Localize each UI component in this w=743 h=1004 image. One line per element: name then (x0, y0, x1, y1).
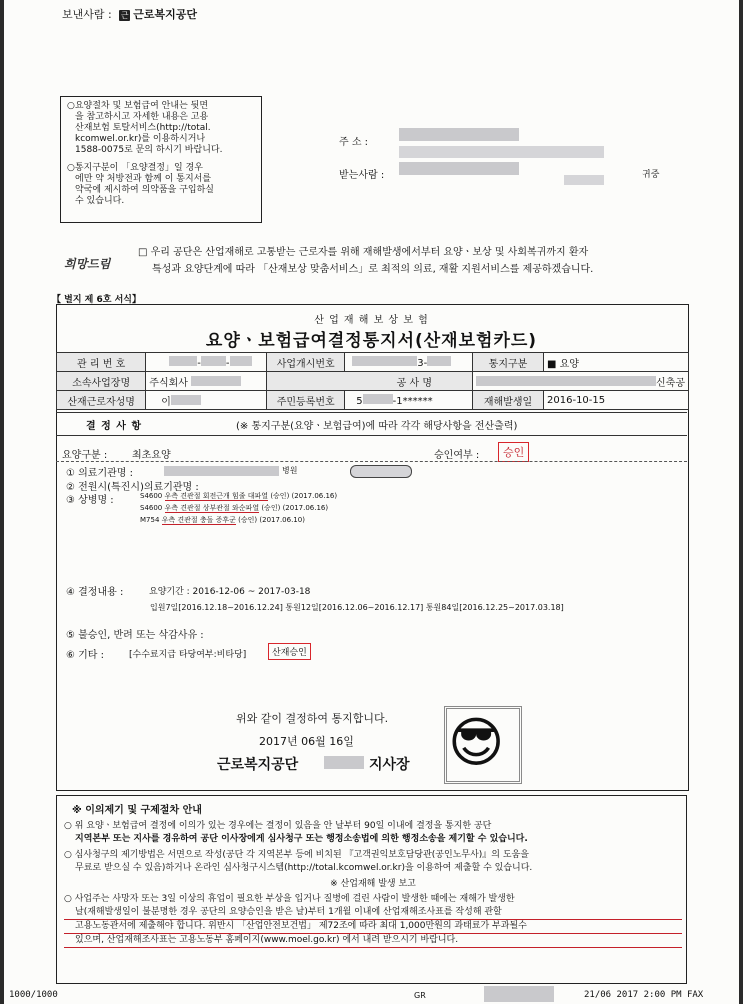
worker-cell: 이 (146, 391, 267, 410)
item-5-label: ⑤ 불승인, 반려 또는 삭감사유 : (66, 630, 204, 641)
banner-text (138, 244, 698, 278)
address-label: 주 소 : (339, 137, 369, 148)
brand-logo: 희망드림 (64, 257, 111, 271)
form-title: 요양ㆍ보험급여결정통지서(산재보험카드) (205, 331, 538, 351)
notice-line: 에만 약 처방전과 함께 이 통지서를 (75, 174, 212, 184)
care-type-label: 요양구분 : (62, 450, 108, 461)
sender-line (62, 6, 197, 22)
diagnosis-row: S4600 우측 견관절 상부관절 와순파열 (승인) (2017.06.16) (140, 504, 329, 512)
item-6-label: ⑥ 기타 : (66, 650, 105, 661)
honorific: 귀중 (642, 170, 660, 180)
item-1-label: ① 의료기관명 : (66, 468, 133, 479)
approval-value: 승인 (498, 442, 529, 462)
address-redacted-2 (399, 146, 604, 158)
notice-type-label: 통지구분 (472, 353, 543, 372)
recipient-label: 받는사람 : (339, 170, 385, 181)
footer-left: 1000/1000 (9, 990, 58, 1000)
decision-header (56, 412, 687, 436)
notice-para-2 (67, 163, 255, 207)
hospital-redacted-2 (350, 465, 412, 478)
site-cell: 신축공 (472, 372, 688, 391)
form-subtitle: 산 업 재 해 보 상 보 험 (314, 315, 429, 326)
notice-line: 산재보험 토탈서비스(http://total. (75, 123, 211, 133)
form-number: 【 별지 제 6호 서식】 (52, 295, 141, 305)
date-label: 재해발생일 (472, 391, 543, 410)
footer-mid: GR (414, 991, 426, 1000)
appeal-body: ○ 위 요양ㆍ보험급여 결정에 이의가 있는 경우에는 결정이 있음을 안 날부터 90일 이내에 결정을 통지한 공단 지역본부 또는 지사를 경유하여 공단 이사장에게 심사청구 또는 행정소송법에 의한 행정소송을 제기할 수 있습니다. ○ 심사청구의 제기방법은 서면으로 작성(공단 각 지역본부 등에 비치된 『고객권익보호담당관(공인노무사)』의 도움을 무료로 받으실 수 있음)하거나 온라인 심사청구시스템(http://total.kcomwel.or.kr)을 이용하여 제출할 수 있습니다. ※ 산업재해 발생 보고 ○ 사업주는 사망자 또는 3일 이상의 휴업이 필요한 부상을 입거나 질병에 걸린 사람이 발생한 때에는 재해가 발생한 날(재해발생일이 불분명한 경우 공단의 요양승인을 받은 날)부터 1개월 이내에 산업재해조사표를 작성해 관할 고용노동관서에 제출해야 합니다. 위반시 「산업안전보건법」 제72조에 따라 최대 1,000만원의 과태료가 부과될수 있으며, 산업재해조사표는 고용노동부 홈페이지(www.moel.go.kr) 에서 내려 받으시기 바랍니다. (64, 820, 682, 948)
worker-label: 산재근로자성명 (57, 391, 146, 410)
sunglasses-emoji-icon: 😎 (448, 711, 505, 774)
decision-note: (※ 통지구분(요양ㆍ보험급여)에 따라 각각 해당사항을 전산출력) (236, 421, 518, 432)
diagnosis-row: S4600 우측 견관절 회전근개 힘줄 대파열 (승인) (2017.06.16) (140, 492, 338, 500)
document-page (4, 0, 739, 1004)
banner-line-2: 특성과 요양단계에 따라 「산재보상 맞춤서비스」로 최적의 의료, 재활 지원서비스를 제공하겠습니다. (152, 264, 594, 275)
start-no-cell: 3- (345, 353, 473, 372)
notice-para-1 (67, 101, 255, 156)
mgmt-no-cell: - - (146, 353, 267, 372)
workplace-cell: 주식회사 (146, 372, 267, 391)
care-type-value: 최초요양 (132, 450, 171, 461)
notice-line: 약국에 제시하여 의약품을 구입하실 (75, 185, 214, 195)
divider (56, 461, 687, 462)
notice-line: 수 있습니다. (75, 196, 125, 206)
conclusion-title: 지사장 (369, 757, 410, 773)
footer-redacted (484, 986, 554, 1002)
start-no-label: 사업개시번호 (267, 353, 345, 372)
workplace-label: 소속사업장명 (57, 372, 146, 391)
rrn-label: 주민등록번호 (267, 391, 345, 410)
item-2-label: ② 전원시(특진시)의료기관명 : (66, 482, 199, 493)
notice-line: kcomwel.or.kr)를 이용하시거나 (75, 134, 206, 144)
info-table (56, 352, 689, 410)
conclusion-org: 근로복지공단 (217, 757, 299, 773)
care-period: 요양기간 : 2016-12-06 ~ 2017-03-18 (149, 587, 311, 597)
conclusion-date: 2017년 06월 16일 (259, 735, 354, 748)
notice-type-value: ■ 요양 (544, 353, 689, 372)
address-redacted (399, 128, 519, 141)
notice-box (60, 96, 262, 223)
recipient-redacted (399, 162, 519, 175)
sender-name: 근로복지공단 (133, 8, 197, 21)
hospital-redacted (164, 466, 279, 476)
footer-right: 21/06 2017 2:00 PM FAX (584, 990, 704, 1000)
site-label: 공 사 명 (267, 372, 473, 391)
kcomwel-logo-icon: 근 (120, 11, 129, 20)
care-detail: 입원7일[2016.12.18~2016.12.24] 통원12일[2016.12.06~2016.12.17] 통원84일[2016.12.25~2017.03.18] (150, 603, 564, 612)
notice-line: 1588-0075로 문의 하시기 바랍니다. (75, 145, 223, 155)
notice-line: ○요양절차 및 보험급여 안내는 뒷면 (67, 101, 209, 111)
decision-label: 결 정 사 항 (86, 421, 143, 432)
mgmt-no-label: 관 리 번 호 (57, 353, 146, 372)
diagnosis-row: M754 우측 견관절 충돌 증후군 (승인) (2017.06.10) (140, 516, 305, 524)
item-1-suffix: 병원 (282, 466, 298, 475)
diagnosis-list (140, 490, 337, 526)
approval-label: 승인여부 : (434, 450, 480, 461)
notice-line: 을 참고하시고 자세한 내용은 고용 (75, 112, 209, 122)
item-4-label: ④ 결정내용 : (66, 587, 124, 598)
item-6-text: [수수료지급 타당여부:비타당] (129, 650, 247, 660)
appeal-heading: ※ 이의제기 및 구제절차 안내 (72, 805, 202, 816)
sender-label: 보낸사람 : (62, 8, 112, 21)
date-value: 2016-10-15 (544, 391, 689, 410)
notice-line: ○통지구분이 「요양결정」일 경우 (67, 163, 203, 173)
recipient-redacted-2 (564, 175, 604, 185)
banner-line-1: □ 우리 공단은 산업재해로 고통받는 근로자를 위해 재해발생에서부터 요양ㆍ보상 및 사회복귀까지 환자 (138, 247, 589, 258)
item-6-boxed: 산재승인 (268, 643, 311, 660)
branch-redacted (324, 756, 364, 769)
conclusion-line: 위와 같이 결정하여 통지합니다. (236, 712, 389, 725)
item-3-label: ③ 상병명 : (66, 495, 114, 506)
rrn-cell: 5 -1****** (345, 391, 473, 410)
